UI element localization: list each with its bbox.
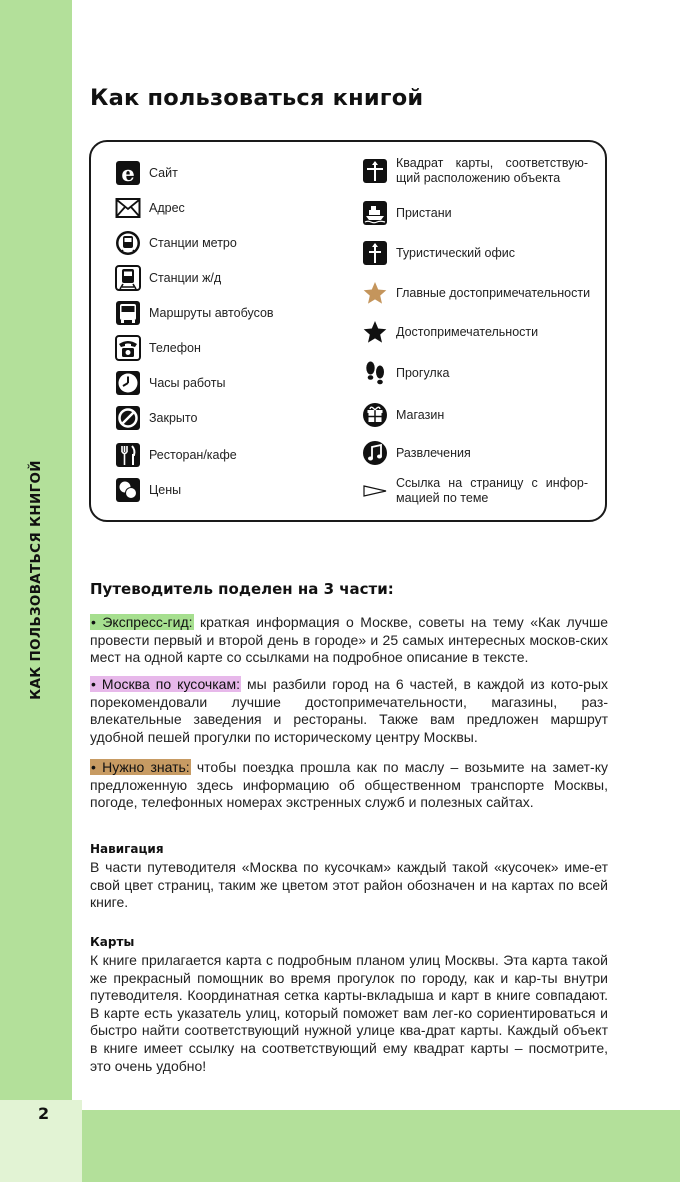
sidebar-band: [0, 0, 72, 1100]
legend-item-tourist-office: Туристический офис: [362, 240, 515, 266]
page-number: 2: [38, 1104, 50, 1123]
phone-icon: [115, 335, 141, 361]
legend-item-main-sights: Главные достопримечательности: [362, 280, 590, 306]
tag-express: • Экспресс-гид:: [91, 614, 193, 630]
legend-item-sights: Достопримечательности: [362, 319, 538, 345]
metro-icon: [115, 230, 141, 256]
section-label: КАК ПОЛЬЗОВАТЬСЯ КНИГОЙ: [28, 460, 44, 700]
part-express: • Экспресс-гид: краткая информация о Москве, советы на тему «Как лучше провести первый и второй день в городе» и 25 самых интересных москов-ских мест на одной карте со ссылками на подробное описание в тексте.: [90, 614, 609, 666]
navigation-heading: Навигация: [90, 842, 164, 856]
closed-icon: [115, 405, 141, 431]
star-black-icon: [362, 319, 388, 345]
part-pieces: • Москва по кусочкам: мы разбили город на 6 частей, в каждой из кото-рых порекомендовали лучшие достопримечательности, магазины, раз-влекательные заведения и рестораны. Также вам предложен маршрут удобной пешей прогулки по историческому центру Москвы.: [90, 676, 609, 745]
clock-icon: [115, 370, 141, 396]
tourist-office-icon: [362, 240, 388, 266]
icon-legend: [89, 140, 607, 522]
legend-item-train: Станции ж/д: [115, 265, 221, 291]
tag-need-to-know: • Нужно знать:: [91, 759, 190, 775]
music-icon: [362, 440, 388, 466]
maps-text: К книге прилагается карта с подробным планом улиц Москвы. Эта карта такой же прекрасный помощник во время прогулок по городу, как и кар-ты внутри путеводителя. Координатная сетка карты-вкладыша и карт в книге совпадают. В карте есть указатель улиц, который поможет вам лег-ко сориентироваться и быстро найти соответствующий нужной улице ква-драт карты. Каждый объект в книге имеет ссылку на соответствующий ему квадрат карты – посмотрите, это очень удобно!: [90, 952, 608, 1074]
map-square-icon: [362, 158, 388, 184]
footer-band: [82, 1110, 680, 1182]
pier-icon: [362, 200, 388, 226]
legend-item-map-square: Квадрат карты, соответствую-щий расположению объекта: [362, 156, 588, 186]
legend-item-entertainment: Развлечения: [362, 440, 471, 466]
legend-item-page-link: Ссылка на страницу с инфор-мацией по теме: [362, 476, 588, 506]
legend-item-phone: Телефон: [115, 335, 201, 361]
arrow-pointer-icon: [362, 478, 388, 504]
legend-item-bus: Маршруты автобусов: [115, 300, 274, 326]
gift-icon: [362, 402, 388, 428]
svg-text:e: e: [121, 161, 135, 186]
maps-heading: Карты: [90, 935, 135, 949]
legend-item-pier: Пристани: [362, 200, 452, 226]
footprints-icon: [362, 360, 388, 386]
prices-icon: [115, 477, 141, 503]
parts-heading: Путеводитель поделен на 3 части:: [90, 580, 394, 598]
website-icon: [115, 160, 141, 186]
legend-item-walk: Прогулка: [362, 360, 449, 386]
legend-item-website: e Сайт: [115, 160, 178, 186]
page-title: Как пользоваться книгой: [90, 85, 424, 111]
part-need-to-know: • Нужно знать: чтобы поездка прошла как по маслу – возьмите на замет-ку предложенную здесь информацию об общественном транспорте Москвы, погоде, телефонных номерах экстренных служб и полезных сайтах.: [90, 759, 608, 811]
legend-item-shop: Магазин: [362, 402, 444, 428]
envelope-icon: [115, 195, 141, 221]
legend-item-prices: Цены: [115, 477, 181, 503]
tag-pieces: • Москва по кусочкам:: [91, 676, 240, 692]
legend-item-address: Адрес: [115, 195, 185, 221]
cutlery-icon: [115, 442, 141, 468]
legend-item-metro: Станции метро: [115, 230, 237, 256]
navigation-text: В части путеводителя «Москва по кусочкам» каждый такой «кусочек» име-ет свой цвет страниц, таким же цветом этот район обозначен и на картах по всей книге.: [90, 859, 608, 911]
legend-item-hours: Часы работы: [115, 370, 225, 396]
bus-icon: [115, 300, 141, 326]
legend-item-closed: Закрыто: [115, 405, 197, 431]
train-icon: [115, 265, 141, 291]
star-gold-icon: [362, 280, 388, 306]
legend-item-restaurant: Ресторан/кафе: [115, 442, 237, 468]
